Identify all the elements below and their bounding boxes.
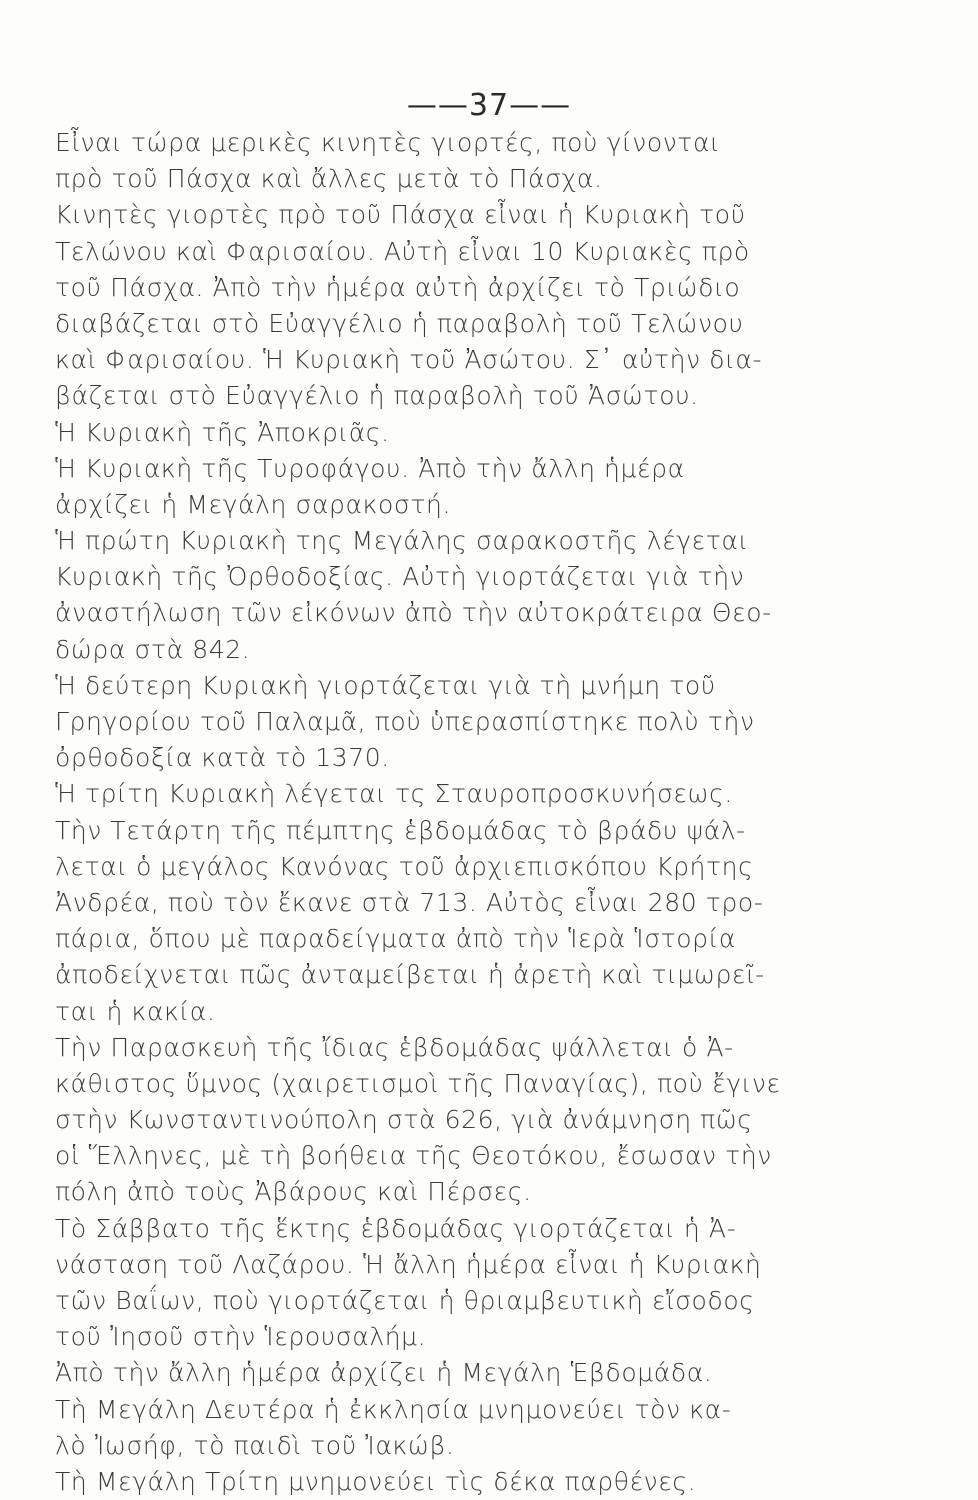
- page-number: ——37——: [406, 88, 572, 123]
- text-line: ἀποδείχνεται πῶς ἀνταμείβεται ἡ ἀρετὴ καὶ τιμωρεῖ-: [55, 960, 765, 990]
- text-line: Τελώνου καὶ Φαρισαίου. Αὐτὴ εἶναι 10 Κυριακὲς πρὸ: [55, 236, 750, 266]
- text-line: Κινητὲς γιορτὲς πρὸ τοῦ Πάσχα εἶναι ἡ Κυριακὴ τοῦ: [55, 200, 746, 230]
- text-line: στὴν Κωνσταντινούπολη στὰ 626, γιὰ ἀνάμνηση πῶς: [55, 1105, 753, 1135]
- text-line: οἱ Ἕλληνες, μὲ τὴ βοήθεια τῆς Θεοτόκου, ἔσωσαν τὴν: [55, 1141, 772, 1171]
- text-line: Κυριακὴ τῆς Ὀρθοδοξίας. Αὐτὴ γιορτάζεται γιὰ τὴν: [55, 562, 745, 592]
- text-line: διαβάζεται στὸ Εὐαγγέλιο ἡ παραβολὴ τοῦ Τελώνου: [55, 308, 744, 338]
- text-line: νάσταση τοῦ Λαζάρου. Ἡ ἄλλη ἡμέρα εἶναι ἡ Κυριακὴ: [55, 1249, 762, 1279]
- text-line: Τὴν Τετάρτη τῆς πέμπτης ἑβδομάδας τὸ βράδυ ψάλ-: [55, 815, 746, 845]
- text-line: Τὴ Μεγάλη Τρίτη μνημονεύει τὶς δέκα παρθένες.: [55, 1466, 697, 1496]
- text-line: πόλη ἀπὸ τοὺς Ἀβάρους καὶ Πέρσες.: [55, 1177, 532, 1207]
- text-line: Ἡ δεύτερη Κυριακὴ γιορτάζεται γιὰ τὴ μνήμη τοῦ: [55, 670, 716, 700]
- text-line: δώρα στὰ 842.: [55, 634, 251, 664]
- text-line: Τὴ Μεγάλη Δευτέρα ἡ ἐκκλησία μνημονεύει τὸν κα-: [55, 1394, 732, 1424]
- text-line: λὸ Ἰωσήφ, τὸ παιδὶ τοῦ Ἰακώβ.: [55, 1430, 455, 1460]
- text-line: Ἡ Κυριακὴ τῆς Ἀποκριᾶς.: [55, 417, 390, 447]
- text-line: ἀναστήλωση τῶν εἰκόνων ἀπὸ τὴν αὐτοκράτειρα Θεο-: [55, 598, 772, 628]
- text-line: βάζεται στὸ Εὐαγγέλιο ἡ παραβολὴ τοῦ Ἀσώτου.: [55, 381, 699, 411]
- text-line: Ἡ Κυριακὴ τῆς Τυροφάγου. Ἀπὸ τὴν ἄλλη ἡμέρα: [55, 453, 685, 483]
- text-line: ται ἡ κακία.: [55, 996, 216, 1026]
- text-line: Τὸ Σάββατο τῆς ἕκτης ἑβδομάδας γιορτάζεται ἡ Ἀ-: [55, 1213, 737, 1243]
- text-line: Ἀνδρέα, ποὺ τὸν ἔκανε στὰ 713. Αὐτὸς εἶναι 280 τρο-: [55, 887, 764, 917]
- text-line: Τὴν Παρασκευὴ τῆς ἴδιας ἑβδομάδας ψάλλεται ὁ Ἀ-: [55, 1032, 734, 1062]
- text-line: Ἡ πρώτη Κυριακὴ της Μεγάλης σαρακοστῆς λέγεται: [55, 526, 749, 556]
- text-line: καὶ Φαρισαίου. Ἡ Κυριακὴ τοῦ Ἀσώτου. Σ᾽ αὐτὴν δια-: [55, 345, 763, 375]
- text-line: Γρηγορίου τοῦ Παλαμᾶ, ποὺ ὑπερασπίστηκε πολὺ τὴν: [55, 707, 755, 736]
- text-line: Εἶναι τώρα μερικὲς κινητὲς γιορτές, ποὺ γίνονται: [55, 128, 721, 157]
- text-line: ἀρχίζει ἡ Μεγάλη σαρακοστή.: [55, 489, 451, 519]
- text-line: λεται ὁ μεγάλος Κανόνας τοῦ ἀρχιεπισκόπου Κρήτης: [55, 851, 754, 881]
- text-line: τοῦ Πάσχα. Ἀπὸ τὴν ἡμέρα αὐτὴ ἀρχίζει τὸ Τριώδιο: [55, 272, 741, 302]
- text-line: τῶν Βαΐων, ποὺ γιορτάζεται ἡ θριαμβευτικὴ εἴσοδος: [55, 1286, 755, 1315]
- text-line: ὀρθοδοξία κατὰ τὸ 1370.: [55, 743, 390, 773]
- text-line: πρὸ τοῦ Πάσχα καὶ ἄλλες μετὰ τὸ Πάσχα.: [55, 164, 603, 194]
- text-line: Ἡ τρίτη Κυριακὴ λέγεται τς Σταυροπροσκυνήσεως.: [55, 779, 733, 809]
- text-line: πάρια, ὅπου μὲ παραδείγματα ἀπὸ τὴν Ἱερὰ Ἱστορία: [55, 924, 737, 954]
- text-line: Ἀπὸ τὴν ἄλλη ἡμέρα ἀρχίζει ἡ Μεγάλη Ἑβδομάδα.: [55, 1358, 713, 1388]
- text-line: τοῦ Ἰησοῦ στὴν Ἱερουσαλήμ.: [55, 1322, 427, 1352]
- text-line: κάθιστος ὕμνος (χαιρετισμοὶ τῆς Παναγίας), ποὺ ἔγινε: [55, 1068, 781, 1098]
- body-text: [55, 125, 845, 1500]
